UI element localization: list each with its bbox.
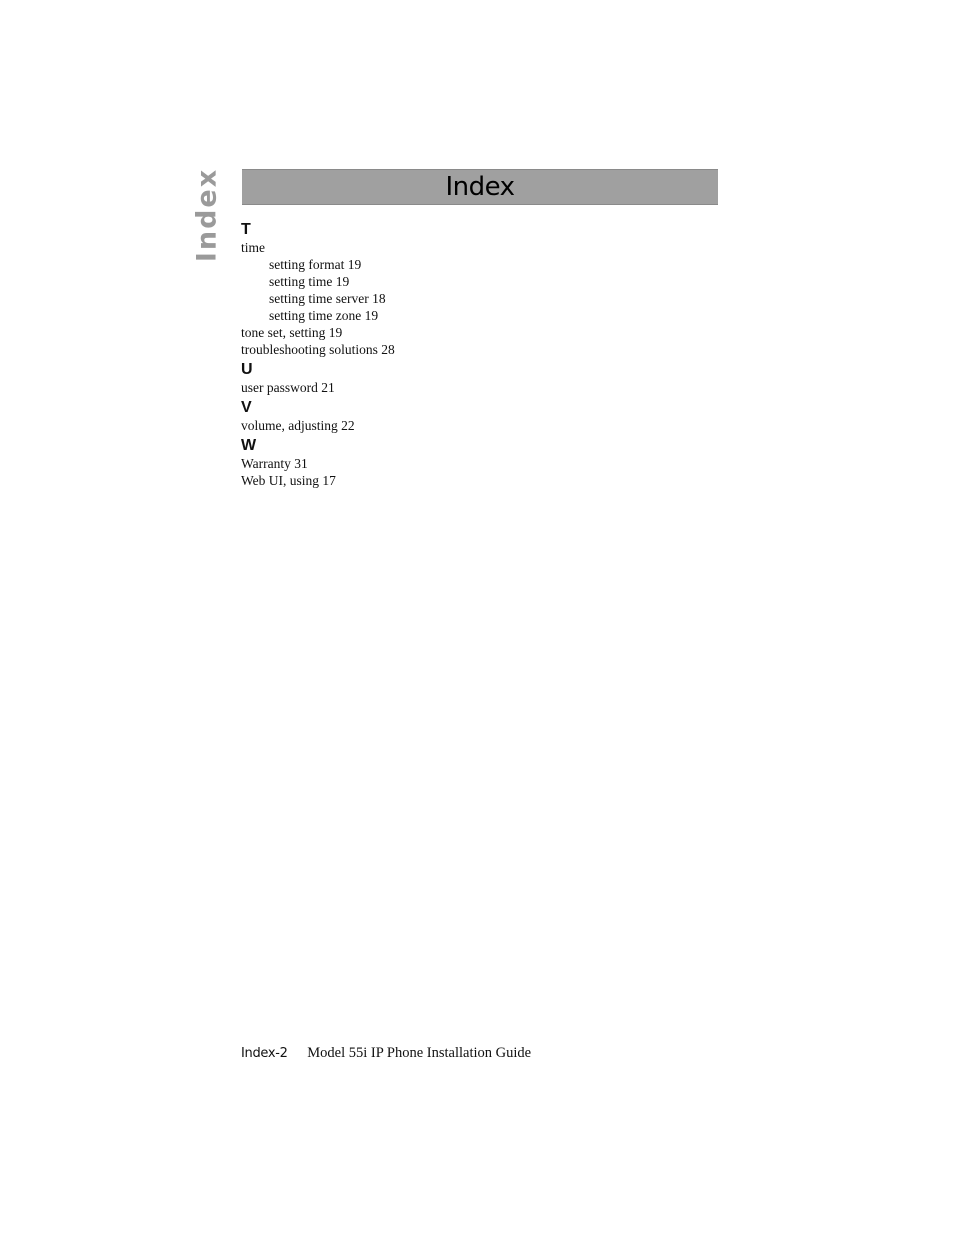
page-footer: [241, 1044, 531, 1063]
index-letter-t: T: [241, 221, 251, 238]
index-list: [241, 220, 718, 489]
header-bar: [242, 169, 718, 205]
index-entry: Warranty 31: [241, 456, 308, 471]
index-letter-v: V: [241, 399, 252, 416]
index-entry: time: [241, 240, 265, 255]
index-letter-u: U: [241, 361, 253, 378]
index-subentry: setting format 19: [269, 257, 362, 272]
index-entry: tone set, setting 19: [241, 325, 343, 340]
index-entry: Web UI, using 17: [241, 473, 336, 488]
page-number: Index-2: [241, 1046, 288, 1061]
index-entry: volume, adjusting 22: [241, 418, 355, 433]
index-subentry: setting time zone 19: [269, 308, 379, 323]
guide-title: Model 55i IP Phone Installation Guide: [307, 1045, 532, 1061]
side-tab: [190, 166, 224, 264]
page-title: Index: [445, 172, 515, 202]
index-subentry: setting time 19: [269, 274, 350, 289]
index-entry: user password 21: [241, 380, 335, 395]
index-entry: troubleshooting solutions 28: [241, 342, 395, 357]
index-subentry: setting time server 18: [269, 291, 386, 306]
index-letter-w: W: [241, 437, 257, 454]
side-tab-label: Index: [191, 167, 223, 263]
